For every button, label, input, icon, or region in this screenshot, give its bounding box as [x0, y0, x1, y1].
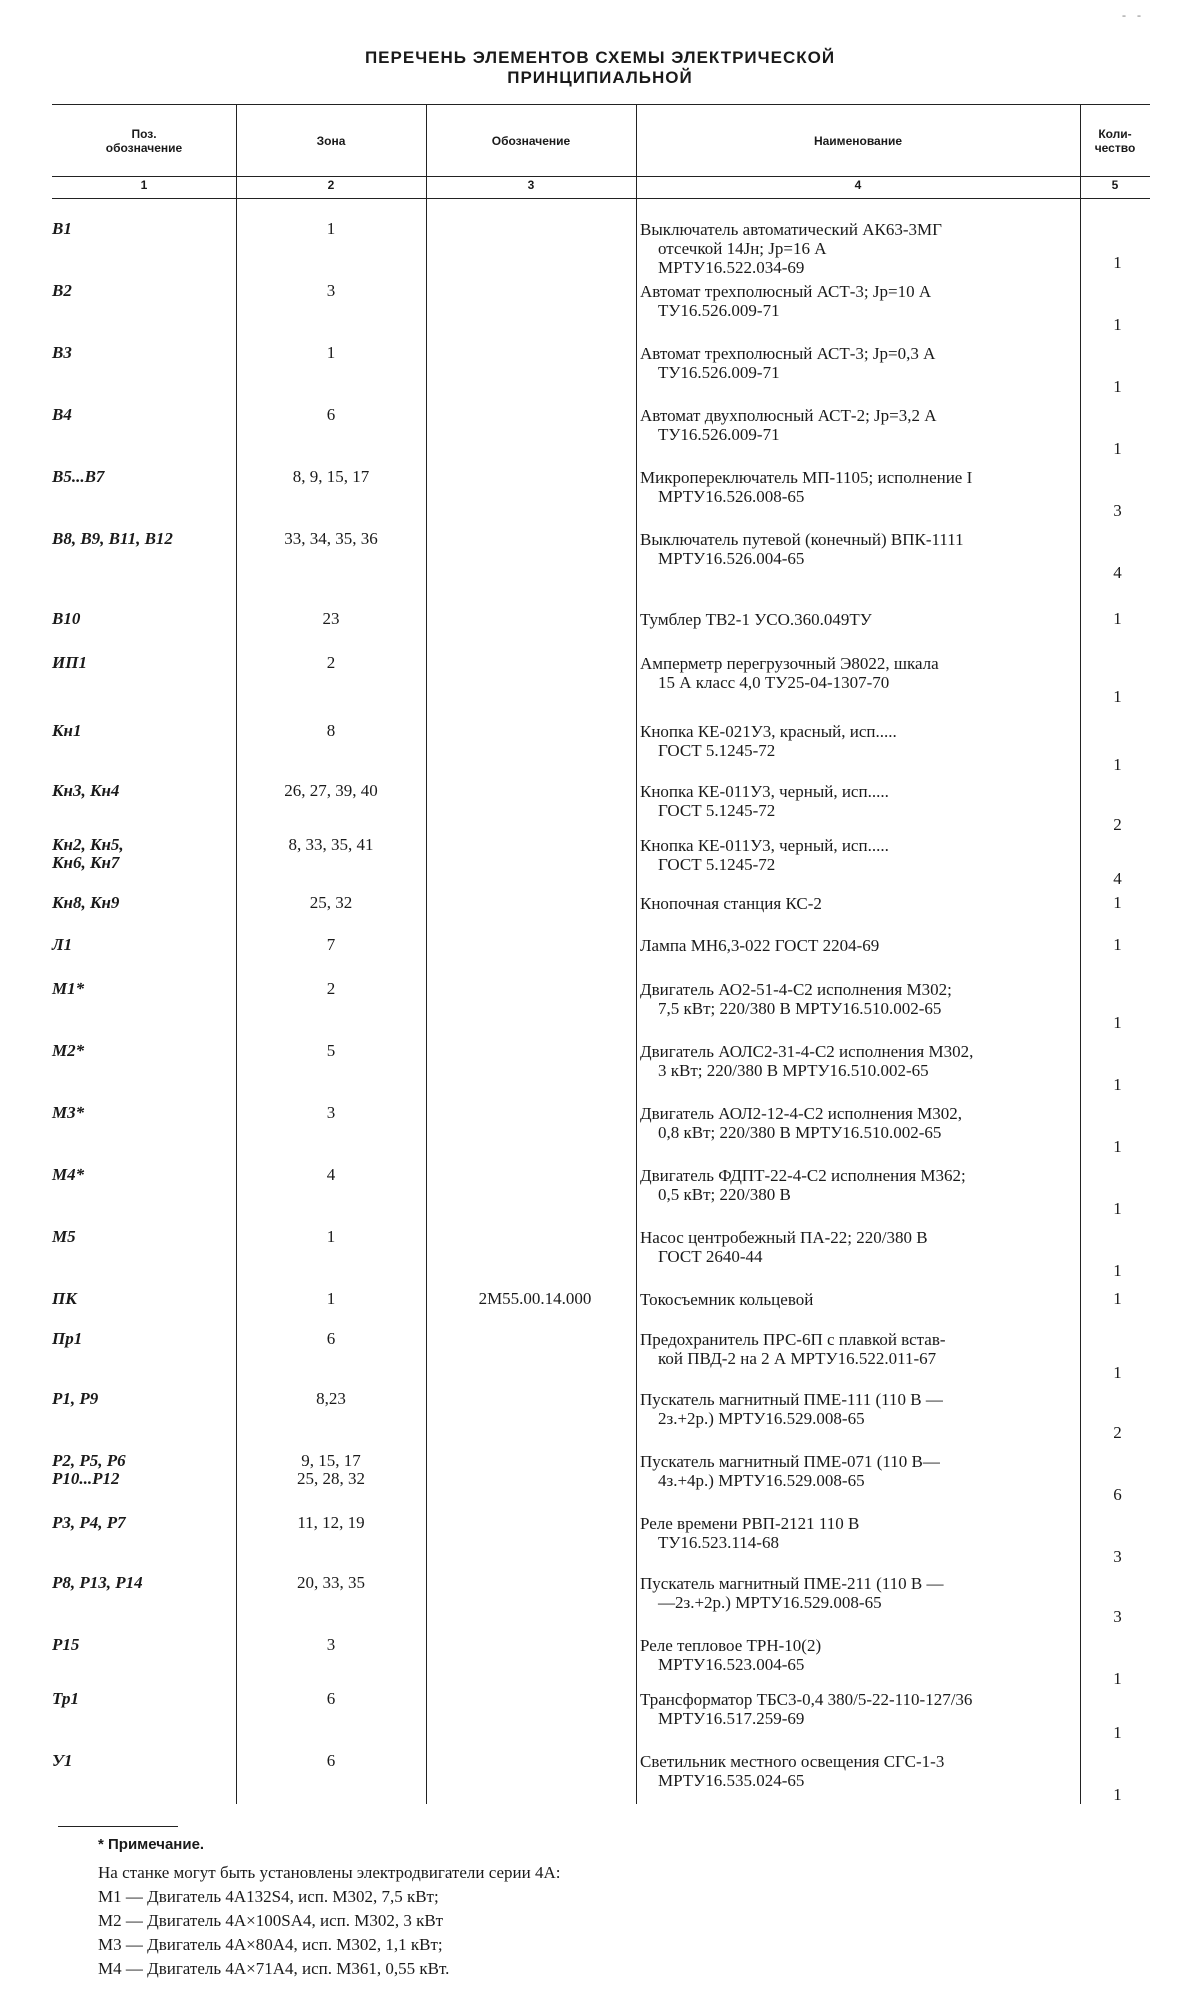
note-line: М4 — Двигатель 4А×71А4, исп. М361, 0,55 кВт. — [98, 1959, 450, 1978]
column-number: 2 — [327, 178, 335, 192]
name-line: Двигатель АОЛС2-31-4-С2 исполнения М302, — [640, 1042, 974, 1061]
cell-name — [640, 220, 1068, 277]
cell-pos: P2, P5, P6 P10...P12 — [52, 1451, 126, 1488]
cell-name — [640, 1290, 1068, 1309]
cell-pos: B4 — [52, 405, 72, 424]
cell-pos: У1 — [52, 1751, 73, 1770]
cell-pos: P1, P9 — [52, 1389, 99, 1408]
name-line: МРТУ16.522.034-69 — [658, 258, 805, 277]
cell-pos: P8, P13, P14 — [52, 1573, 143, 1592]
cell-zone: 5 — [326, 1041, 336, 1060]
name-line: Микропереключатель МП-1105; исполнение I — [640, 468, 973, 487]
cell-pos: P15 — [52, 1635, 80, 1654]
cell-qty: 6 — [1113, 1485, 1122, 1504]
cell-qty: 1 — [1113, 893, 1122, 912]
cell-pos: ПК — [52, 1289, 77, 1308]
name-line: ГОСТ 5.1245-72 — [658, 855, 776, 874]
cell-pos: M4* — [52, 1165, 85, 1184]
cell-zone: 6 — [326, 1329, 336, 1348]
cell-pos: B3 — [52, 343, 72, 362]
cell-name — [640, 610, 1068, 629]
name-line: Лампа МН6,3-022 ГОСТ 2204-69 — [640, 936, 880, 955]
cell-pos: Л1 — [52, 935, 73, 954]
cell-qty: 1 — [1113, 253, 1122, 272]
cell-qty: 1 — [1113, 377, 1122, 396]
title-line-2: ПРИНЦИПИАЛЬНОЙ — [507, 68, 693, 87]
name-line: 0,8 кВт; 220/380 В МРТУ16.510.002-65 — [658, 1123, 942, 1142]
name-line: МРТУ16.526.004-65 — [658, 549, 805, 568]
cell-qty: 1 — [1113, 439, 1122, 458]
cell-name — [640, 406, 1068, 444]
cell-name — [640, 654, 1068, 692]
table-top-rule — [52, 104, 1150, 105]
name-line: кой ПВД-2 на 2 А МРТУ16.522.011-67 — [658, 1349, 937, 1368]
column-number: 3 — [527, 178, 535, 192]
name-line: 3 кВт; 220/380 В МРТУ16.510.002-65 — [658, 1061, 929, 1080]
cell-name — [640, 1042, 1068, 1080]
note-title: * Примечание. — [98, 1836, 205, 1853]
cell-name — [640, 1574, 1068, 1612]
cell-designation: 2М55.00.14.000 — [478, 1289, 592, 1308]
header-zone: Зона — [316, 134, 346, 148]
name-line: Автомат трехполюсный АСТ-3; Jp=0,3 А — [640, 344, 936, 363]
name-line: Кнопка КЕ-011У3, черный, исп..... — [640, 782, 889, 801]
name-line: ТУ16.526.009-71 — [658, 301, 780, 320]
cell-name — [640, 1166, 1068, 1204]
cell-name — [640, 282, 1068, 320]
cell-pos: Кн3, Кн4 — [52, 781, 120, 800]
cell-pos: M3* — [52, 1103, 85, 1122]
cell-qty: 1 — [1113, 1723, 1122, 1742]
cell-zone: 8, 9, 15, 17 — [292, 467, 370, 486]
column-number: 1 — [140, 178, 148, 192]
name-line: Светильник местного освещения СГС-1-3 — [640, 1752, 945, 1771]
cell-pos: B10 — [52, 609, 81, 628]
cell-qty: 3 — [1113, 501, 1122, 520]
name-line: Двигатель АОЛ2-12-4-С2 исполнения М302, — [640, 1104, 962, 1123]
header-name: Наименование — [813, 134, 903, 148]
cell-name — [640, 468, 1068, 506]
name-line: Пускатель магнитный ПМЕ-111 (110 В — — [640, 1390, 943, 1409]
cell-pos: Пр1 — [52, 1329, 83, 1348]
name-line: Двигатель АО2-51-4-С2 исполнения М302; — [640, 980, 952, 999]
cell-pos: Кн2, Кн5, Кн6, Кн7 — [52, 835, 124, 872]
name-line: 7,5 кВт; 220/380 В МРТУ16.510.002-65 — [658, 999, 942, 1018]
name-line: МРТУ16.517.259-69 — [658, 1709, 805, 1728]
cell-zone: 20, 33, 35 — [297, 1573, 365, 1592]
cell-qty: 1 — [1113, 687, 1122, 706]
name-line: Кнопочная станция КС-2 — [640, 894, 822, 913]
cell-name — [640, 1330, 1068, 1368]
cell-pos: P3, P4, P7 — [52, 1513, 126, 1532]
name-line: Реле тепловое ТРН-10(2) — [640, 1636, 822, 1655]
header-pos: Поз. обозначение — [105, 127, 183, 155]
cell-zone: 6 — [326, 405, 336, 424]
cell-qty: 1 — [1113, 315, 1122, 334]
name-line: ГОСТ 5.1245-72 — [658, 801, 776, 820]
name-line: МРТУ16.523.004-65 — [658, 1655, 805, 1674]
column-number: 4 — [854, 178, 862, 192]
note-line: М2 — Двигатель 4А×100SA4, исп. М302, 3 кВт — [98, 1911, 444, 1930]
cell-pos: Кн8, Кн9 — [52, 893, 120, 912]
name-line: 2з.+2р.) МРТУ16.529.008-65 — [658, 1409, 865, 1428]
cell-qty: 1 — [1113, 1199, 1122, 1218]
name-line: 15 А класс 4,0 ТУ25-04-1307-70 — [658, 673, 890, 692]
header-designation: Обозначение — [491, 134, 571, 148]
name-line: ТУ16.526.009-71 — [658, 363, 780, 382]
cell-name — [640, 836, 1068, 874]
name-line: Пускатель магнитный ПМЕ-211 (110 В — — [640, 1574, 944, 1593]
name-line: ТУ16.523.114-68 — [658, 1533, 779, 1552]
name-line: Трансформатор ТБС3-0,4 380/5-22-110-127/36 — [640, 1690, 973, 1709]
cell-zone: 1 — [326, 1289, 336, 1308]
cell-qty: 1 — [1113, 1075, 1122, 1094]
name-line: ТУ16.526.009-71 — [658, 425, 780, 444]
header-bottom-rule — [52, 176, 1150, 177]
name-line: Реле времени РВП-2121 110 В — [640, 1514, 860, 1533]
column-divider — [636, 198, 637, 1804]
corner-mark: - - — [1122, 8, 1145, 22]
cell-qty: 3 — [1113, 1607, 1122, 1626]
cell-pos: M2* — [52, 1041, 85, 1060]
cell-name — [640, 1452, 1068, 1490]
name-line: —2з.+2р.) МРТУ16.529.008-65 — [658, 1593, 882, 1612]
name-line: Амперметр перегрузочный Э8022, шкала — [640, 654, 939, 673]
cell-qty: 3 — [1113, 1547, 1122, 1566]
name-line: Автомат двухполюсный АСТ-2; Jp=3,2 А — [640, 406, 937, 425]
cell-qty: 1 — [1113, 1669, 1122, 1688]
cell-zone: 2 — [326, 979, 336, 998]
name-line: Двигатель ФДПТ-22-4-С2 исполнения М362; — [640, 1166, 966, 1185]
cell-qty: 1 — [1113, 1363, 1122, 1382]
cell-zone: 8 — [326, 721, 336, 740]
cell-qty: 1 — [1113, 1137, 1122, 1156]
name-line: Выключатель путевой (конечный) ВПК-1111 — [640, 530, 964, 549]
cell-name — [640, 1636, 1068, 1674]
cell-pos: B1 — [52, 219, 72, 238]
note-rule — [58, 1826, 178, 1827]
cell-pos: B8, B9, B11, B12 — [52, 529, 173, 548]
cell-qty: 1 — [1113, 1289, 1122, 1308]
document-title — [0, 48, 1200, 88]
cell-qty: 1 — [1113, 935, 1122, 954]
name-line: МРТУ16.526.008-65 — [658, 487, 805, 506]
cell-pos: B2 — [52, 281, 72, 300]
title-line-1: ПЕРЕЧЕНЬ ЭЛЕМЕНТОВ СХЕМЫ ЭЛЕКТРИЧЕСКОЙ — [364, 48, 836, 67]
cell-name — [640, 1514, 1068, 1552]
column-divider — [426, 198, 427, 1804]
note-line: На станке могут быть установлены электродвигатели серии 4А: — [98, 1863, 561, 1882]
name-line: Насос центробежный ПА-22; 220/380 В — [640, 1228, 928, 1247]
cell-zone: 3 — [326, 1103, 336, 1122]
cell-zone: 8,23 — [316, 1389, 346, 1408]
cell-qty: 2 — [1113, 1423, 1122, 1442]
cell-name — [640, 1104, 1068, 1142]
cell-pos: Тр1 — [52, 1689, 79, 1708]
name-line: отсечкой 14Jн; Jp=16 А — [658, 239, 827, 258]
cell-zone: 1 — [326, 343, 336, 362]
cell-zone: 6 — [326, 1751, 336, 1770]
cell-zone: 1 — [326, 219, 336, 238]
cell-name — [640, 936, 1068, 955]
cell-zone: 33, 34, 35, 36 — [284, 529, 378, 548]
cell-name — [640, 1752, 1068, 1790]
cell-qty: 4 — [1113, 563, 1122, 582]
cell-name — [640, 530, 1068, 568]
column-divider — [1080, 198, 1081, 1804]
cell-qty: 1 — [1113, 1261, 1122, 1280]
cell-name — [640, 1228, 1068, 1266]
number-row-bottom-rule — [52, 198, 1150, 199]
cell-zone: 11, 12, 19 — [297, 1513, 365, 1532]
note-line: М1 — Двигатель 4А132S4, исп. М302, 7,5 кВт; — [98, 1887, 439, 1906]
name-line: Кнопка КЕ-021У3, красный, исп..... — [640, 722, 897, 741]
cell-qty: 1 — [1113, 1785, 1122, 1804]
name-line: Пускатель магнитный ПМЕ-071 (110 В— — [640, 1452, 940, 1471]
name-line: Автомат трехполюсный АСТ-3; Jp=10 А — [640, 282, 932, 301]
name-line: Тумблер ТВ2-1 УСО.360.049ТУ — [640, 610, 872, 629]
cell-name — [640, 894, 1068, 913]
name-line: Токосъемник кольцевой — [640, 1290, 814, 1309]
cell-pos: M5 — [52, 1227, 76, 1246]
name-line: ГОСТ 5.1245-72 — [658, 741, 776, 760]
cell-zone: 3 — [326, 1635, 336, 1654]
cell-zone: 7 — [326, 935, 336, 954]
cell-name — [640, 344, 1068, 382]
cell-zone: 23 — [322, 609, 340, 628]
cell-pos: ИП1 — [52, 653, 87, 672]
cell-zone: 4 — [326, 1165, 336, 1184]
name-line: Кнопка КЕ-011У3, черный, исп..... — [640, 836, 889, 855]
name-line: 0,5 кВт; 220/380 В — [658, 1185, 791, 1204]
cell-name — [640, 1690, 1068, 1728]
cell-qty: 1 — [1113, 755, 1122, 774]
cell-zone: 26, 27, 39, 40 — [284, 781, 378, 800]
cell-pos: M1* — [52, 979, 85, 998]
name-line: МРТУ16.535.024-65 — [658, 1771, 805, 1790]
cell-name — [640, 782, 1068, 820]
cell-zone: 25, 32 — [309, 893, 353, 912]
name-line: 4з.+4р.) МРТУ16.529.008-65 — [658, 1471, 865, 1490]
cell-pos: B5...B7 — [52, 467, 105, 486]
cell-qty: 1 — [1113, 1013, 1122, 1032]
cell-qty: 4 — [1113, 869, 1122, 888]
cell-zone: 6 — [326, 1689, 336, 1708]
cell-qty: 1 — [1113, 609, 1122, 628]
cell-zone: 2 — [326, 653, 336, 672]
cell-zone: 9, 15, 17 25, 28, 32 — [297, 1451, 365, 1488]
cell-zone: 1 — [326, 1227, 336, 1246]
cell-name — [640, 980, 1068, 1018]
name-line: ГОСТ 2640-44 — [658, 1247, 763, 1266]
cell-zone: 3 — [326, 281, 336, 300]
cell-zone: 8, 33, 35, 41 — [288, 835, 374, 854]
name-line: Предохранитель ПРС-6П с плавкой встав- — [640, 1330, 946, 1349]
header-qty: Коли- чество — [1094, 127, 1136, 155]
column-number: 5 — [1111, 178, 1119, 192]
cell-name — [640, 1390, 1068, 1428]
name-line: Выключатель автоматический АК63-3МГ — [640, 220, 942, 239]
cell-qty: 2 — [1113, 815, 1122, 834]
note-line: М3 — Двигатель 4А×80А4, исп. М302, 1,1 кВт; — [98, 1935, 443, 1954]
cell-pos: Кн1 — [52, 721, 82, 740]
cell-name — [640, 722, 1068, 760]
